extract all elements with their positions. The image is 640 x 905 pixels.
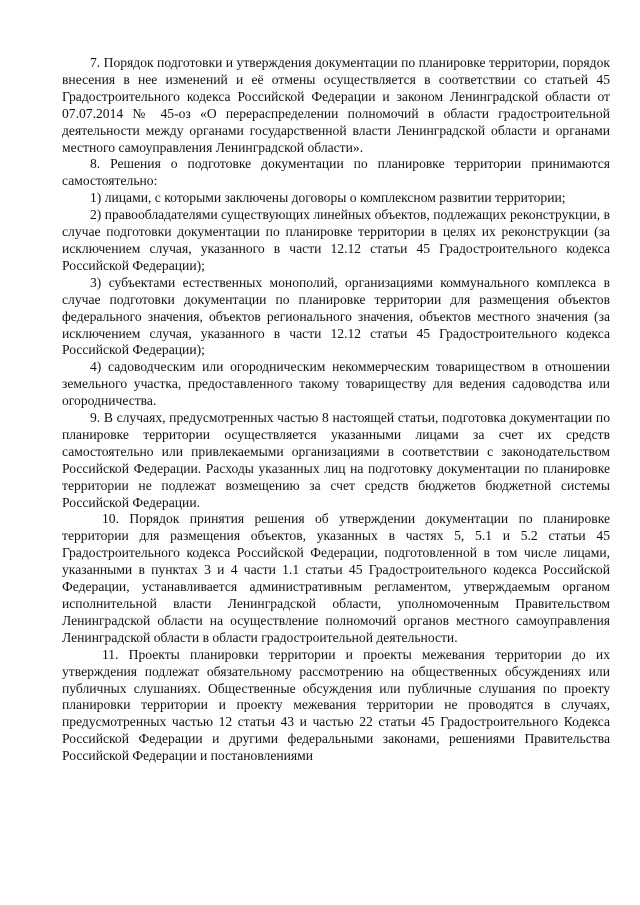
paragraph-10: 10. Порядок принятия решения об утверждении документации по планировке территории для размещения объектов, указанных в частях 5, 5.1 и 5.2 статьи 45 Градостроительного кодекса Российской Федерации, подготовленной в том числе лицами, указанными в пунктах 3 и 4 части 1.1 статьи 45 Градостроительного кодекса Российской Федерации, устанавливается административным регламентом, утверждаемым органом исполнительной власти Ленинградской области, уполномоченным Правительством Ленинградской области на осуществление полномочий органов местного самоуправления Ленинградской области в области градостроительной деятельности. — [62, 511, 610, 645]
paragraph-8-item-3: 3) субъектами естественных монополий, организациями коммунального комплекса в случае подготовки документации по планировке территории для размещения объектов федерального значения, объектов регионального значения, объектов местного значения (за исключением случая, указанного в части 12.12 статьи 45 Градостроительного кодекса Российской Федерации); — [62, 274, 610, 358]
paragraph-8-item-1: 1) лицами, с которыми заключены договоры о комплексном развитии территории; — [90, 190, 566, 206]
paragraph-7: 7. Порядок подготовки и утверждения документации по планировке территории, порядок внесения в нее изменений и её отмены осуществляется в соответствии со статьей 45 Градостроительного кодекса Российской Федерации и законом Ленинградской области от 07.07.2014 № 45-оз «О перераспределении полномочий в области градостроительной деятельности между органами государственной власти Ленинградской области и органами местного самоуправления Ленинградской области». — [62, 55, 610, 155]
paragraph-9: 9. В случаях, предусмотренных частью 8 настоящей статьи, подготовка документации по планировке территории осуществляется указанными лицами за счет их средств самостоятельно или привлекаемыми организациями в соответствии с законодательством Российской Федерации. Расходы указанных лиц на подготовку документации по планировке территории не подлежат возмещению за счет средств бюджетов бюджетной системы Российской Федерации. — [62, 410, 610, 510]
paragraph-8-item-4: 4) садоводческим или огородническим некоммерческим товариществом в отношении земельного участка, предоставленного такому товариществу для ведения садоводства или огородничества. — [62, 359, 610, 409]
paragraph-11: 11. Проекты планировки территории и проекты межевания территории до их утверждения подлежат обязательному рассмотрению на общественных обсуждениях или публичных слушаниях. Общественные обсуждения или публичные слушания по проекту планировки территории и проекту межевания территории не проводятся в случаях, предусмотренных частью 12 статьи 43 и частью 22 статьи 45 Градостроительного Кодекса Российской Федерации и другими федеральными законами, решениями Правительства Российской Федерации и постановлениями — [62, 646, 610, 764]
paragraph-8-item-2: 2) правообладателями существующих линейных объектов, подлежащих реконструкции, в случае подготовки документации по планировке территории в целях их реконструкции (за исключением случая, указанного в части 12.12 статьи 45 Градостроительного кодекса Российской Федерации); — [62, 207, 611, 273]
paragraph-8: 8. Решения о подготовке документации по планировке территории принимаются самостоятельно: — [62, 156, 610, 189]
document-body — [62, 55, 610, 765]
